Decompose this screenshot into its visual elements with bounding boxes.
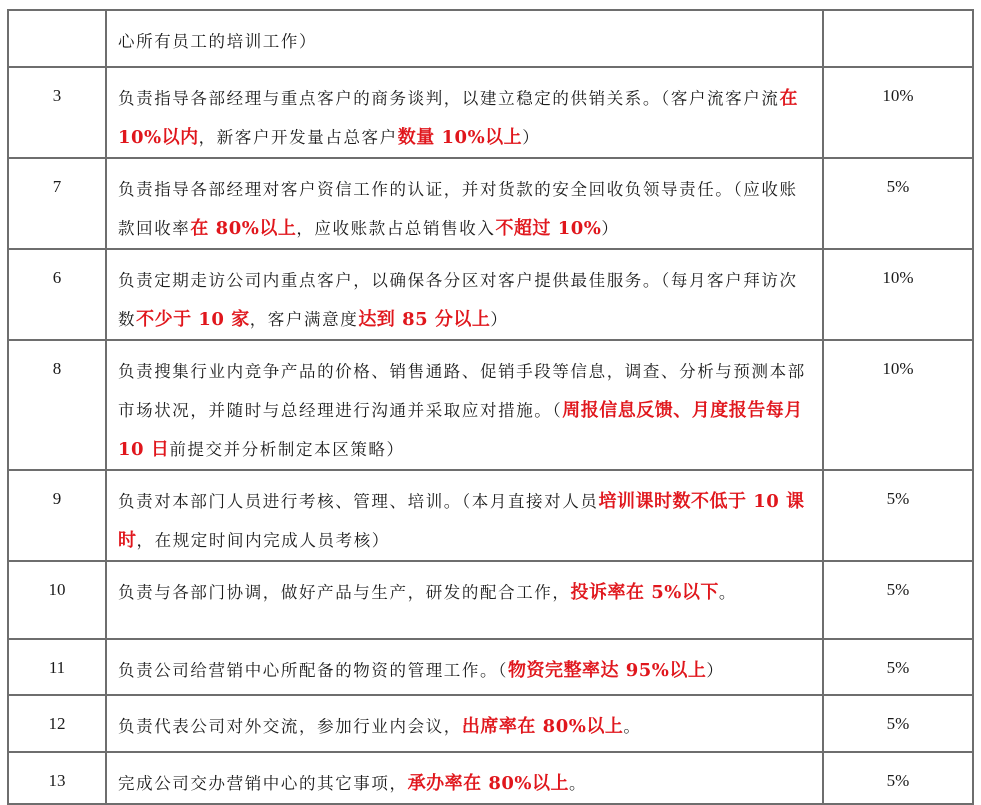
item-number: 10 — [48, 580, 66, 599]
table-row — [8, 158, 973, 249]
weight-value: 10% — [882, 86, 914, 105]
description-cell — [106, 561, 823, 639]
kpi-target-highlight: 不超过 10% — [495, 218, 602, 239]
item-number-cell — [8, 470, 106, 561]
description-text: 。 — [623, 717, 642, 736]
item-number-cell — [8, 639, 106, 695]
description-cell — [106, 695, 823, 752]
table-row — [8, 752, 973, 804]
weight-value — [824, 11, 972, 27]
description-text: 完成公司交办营销中心的其它事项， — [118, 774, 408, 793]
weight-value: 5% — [886, 489, 910, 508]
description-cell — [106, 158, 823, 249]
table-row — [8, 10, 973, 67]
kpi-target-highlight: 数量 10%以上 — [397, 127, 523, 148]
weight-cell — [823, 249, 973, 340]
table-row — [8, 340, 973, 470]
kpi-table-body — [8, 10, 973, 804]
responsibility-text — [107, 341, 822, 469]
item-number: 3 — [52, 86, 62, 105]
description-text: 。 — [569, 774, 588, 793]
description-cell — [106, 67, 823, 158]
description-text: 负责指导各部经理对客户资信工作的认证，并对货款的安全回收负领导责任。（应收账款回收率 — [118, 180, 798, 238]
weight-value: 10% — [882, 359, 914, 378]
description-text: ，应收账款占总销售收入 — [296, 219, 496, 238]
weight-cell — [823, 470, 973, 561]
description-text: 负责代表公司对外交流，参加行业内会议， — [118, 717, 462, 736]
description-cell — [106, 639, 823, 695]
description-text: ） — [601, 219, 620, 238]
kpi-target-highlight: 承办率在 80%以上 — [407, 773, 570, 794]
item-number: 6 — [52, 268, 62, 287]
description-cell — [106, 470, 823, 561]
weight-cell — [823, 561, 973, 639]
item-number: 8 — [52, 359, 62, 378]
item-number-cell — [8, 340, 106, 470]
table-row — [8, 561, 973, 639]
description-cell — [106, 10, 823, 67]
description-text: ） — [490, 310, 509, 329]
responsibility-text — [107, 562, 822, 612]
description-text: 负责定期走访公司内重点客户，以确保各分区对客户提供最佳服务。（每月客户拜访次数 — [118, 271, 798, 329]
description-cell — [106, 752, 823, 804]
kpi-target-highlight: 在 80%以上 — [190, 218, 297, 239]
weight-cell — [823, 695, 973, 752]
description-text: 负责指导各部经理与重点客户的商务谈判，以建立稳定的供销关系。（客户流客户流 — [118, 89, 780, 108]
kpi-target-highlight: 在 10%以内 — [118, 88, 798, 148]
description-text: ，客户满意度 — [249, 310, 359, 329]
kpi-target-highlight: 投诉率在 5%以下 — [570, 582, 719, 603]
weight-value: 5% — [886, 580, 910, 599]
kpi-target-highlight: 不少于 10 家 — [136, 309, 250, 330]
description-text: ，在规定时间内完成人员考核） — [136, 531, 390, 550]
description-text: ） — [706, 661, 725, 680]
weight-cell — [823, 10, 973, 67]
kpi-target-highlight: 达到 85 分以上 — [358, 309, 491, 330]
weight-value: 5% — [886, 177, 910, 196]
description-text: 负责公司给营销中心所配备的物资的管理工作。（ — [118, 661, 508, 680]
kpi-target-highlight: 出席率在 80%以上 — [461, 716, 624, 737]
description-cell — [106, 340, 823, 470]
responsibility-text — [107, 11, 822, 61]
table-row — [8, 67, 973, 158]
weight-value: 10% — [882, 268, 914, 287]
description-text: 。 — [718, 583, 738, 602]
item-number-cell — [8, 10, 106, 67]
kpi-target-highlight: 物资完整率达 95%以上 — [507, 660, 707, 681]
item-number: 12 — [48, 714, 66, 733]
item-number-cell — [8, 67, 106, 158]
responsibility-text — [107, 640, 822, 690]
responsibility-text — [107, 696, 822, 746]
responsibility-text — [107, 250, 822, 339]
responsibility-text — [107, 159, 822, 248]
weight-cell — [823, 752, 973, 804]
item-number — [9, 11, 105, 27]
item-number-cell — [8, 752, 106, 804]
weight-value: 5% — [886, 771, 910, 790]
description-text: 负责对本部门人员进行考核、管理、培训。（本月直接对人员 — [118, 492, 599, 511]
item-number-cell — [8, 249, 106, 340]
kpi-table — [7, 9, 974, 805]
description-text: ） — [522, 128, 541, 147]
weight-cell — [823, 158, 973, 249]
responsibility-text — [107, 471, 822, 560]
kpi-target-highlight: 培训课时数不低于 10 课时 — [118, 491, 805, 551]
responsibility-text — [107, 68, 822, 157]
weight-value: 5% — [886, 714, 910, 733]
weight-cell — [823, 639, 973, 695]
table-row — [8, 470, 973, 561]
table-row — [8, 249, 973, 340]
description-text: 负责搜集行业内竞争产品的价格、销售通路、促销手段等信息，调查、分析与预测本部市场状况，并随时与总经理进行沟通并采取应对措施。（ — [118, 362, 806, 420]
description-text: ，新客户开发量占总客户 — [198, 128, 398, 147]
description-text: 心所有员工的培训工作） — [118, 32, 318, 51]
table-row — [8, 639, 973, 695]
item-number: 11 — [48, 658, 66, 677]
description-text: 前提交并分析制定本区策略） — [169, 440, 405, 459]
item-number: 9 — [52, 489, 62, 508]
item-number-cell — [8, 158, 106, 249]
item-number-cell — [8, 561, 106, 639]
weight-cell — [823, 67, 973, 158]
description-text: 负责与各部门协调，做好产品与生产，研发的配合工作， — [118, 583, 571, 602]
weight-cell — [823, 340, 973, 470]
kpi-target-highlight: 周报信息反馈、月度报告每月 10 日 — [118, 400, 803, 460]
weight-value: 5% — [886, 658, 910, 677]
responsibility-text — [107, 753, 822, 803]
item-number: 7 — [52, 177, 62, 196]
item-number-cell — [8, 695, 106, 752]
table-row — [8, 695, 973, 752]
description-cell — [106, 249, 823, 340]
item-number: 13 — [48, 771, 66, 790]
